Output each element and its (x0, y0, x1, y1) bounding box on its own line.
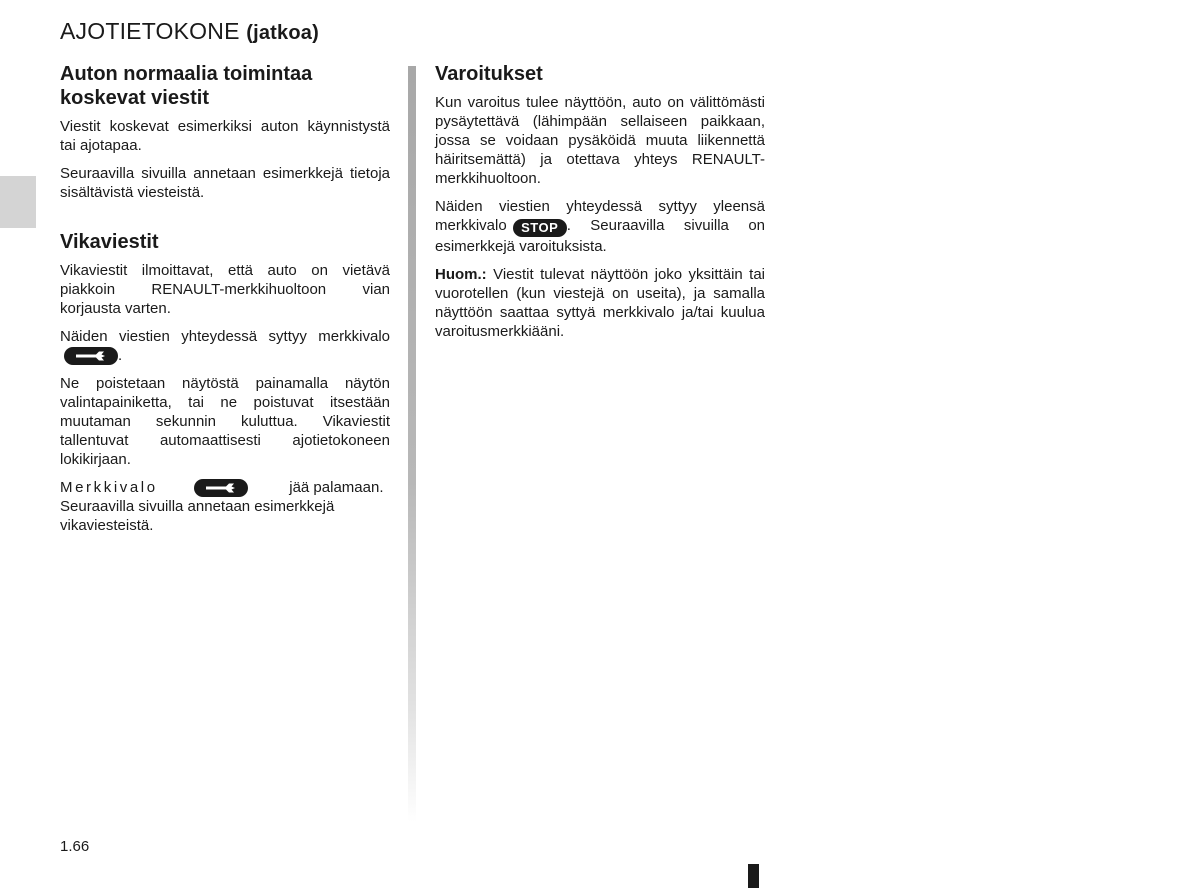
section-heading-normal-messages: Auton normaalia toimintaa koskevat viestit (60, 63, 313, 109)
stop-icon: STOP (513, 219, 567, 237)
column-divider (408, 66, 416, 822)
note-paragraph: Huom.: Viestit tulevat näyttöön joko yksittäin tai vuorotellen (kun viestejä on useita), ja samalla näyttöön saattaa syttyä merkkivalo ja/tai kuulua varoitusmerkkiääni. (435, 265, 765, 340)
left-column (60, 62, 390, 535)
paragraph: Merkkivalo jää palamaan. Seuraavilla sivuilla annetaan esimerkkejä vikaviesteistä. (60, 479, 384, 534)
page-number: 1.66 (60, 838, 90, 855)
wrench-icon (64, 347, 118, 365)
section-heading-warnings: Varoitukset (435, 63, 543, 85)
page-corner-mark (748, 864, 759, 888)
paragraph: Näiden viestien yhteydessä syttyy merkkivalo . (60, 328, 390, 364)
paragraph: Näiden viestien yhteydessä syttyy yleensä merkkivalo STOP . Seuraavilla sivuilla on esimerkkejä varoituksista. (435, 198, 765, 255)
section-heading-fault-messages: Vikaviestit (60, 231, 159, 253)
paragraph: Seuraavilla sivuilla annetaan esimerkkejä tietoja sisältävistä viesteistä. (60, 165, 390, 201)
note-label: Huom.: (435, 265, 487, 283)
paragraph: Kun varoitus tulee näyttöön, auto on välittömästi pysäytettävä (lähimpään sellaiseen paikkaan, jossa se voidaan pysäköidä muuta liikennettä häiritsemättä) ja otettava yhteys RENAULT-merkkihuoltoon. (435, 94, 765, 187)
paragraph: Ne poistetaan näytöstä painamalla näytön valintapainiketta, tai ne poistuvat itsestään muutaman sekunnin kuluttua. Vikaviestit tallentuvat automaattisesti ajotietokoneen lokikirjaan. (60, 375, 390, 468)
wrench-icon (194, 479, 248, 497)
section-tab-marker (0, 176, 36, 228)
paragraph: Viestit koskevat esimerkiksi auton käynnistystä tai ajotapaa. (60, 118, 390, 154)
right-column (435, 62, 765, 341)
paragraph: Vikaviestit ilmoittavat, että auto on vietävä piakkoin RENAULT-merkkihuoltoon vian korjausta varten. (60, 262, 390, 317)
page-title-suffix: (jatkoa) (246, 22, 319, 44)
page-title: AJOTIETOKONE (jatkoa) (60, 18, 319, 44)
